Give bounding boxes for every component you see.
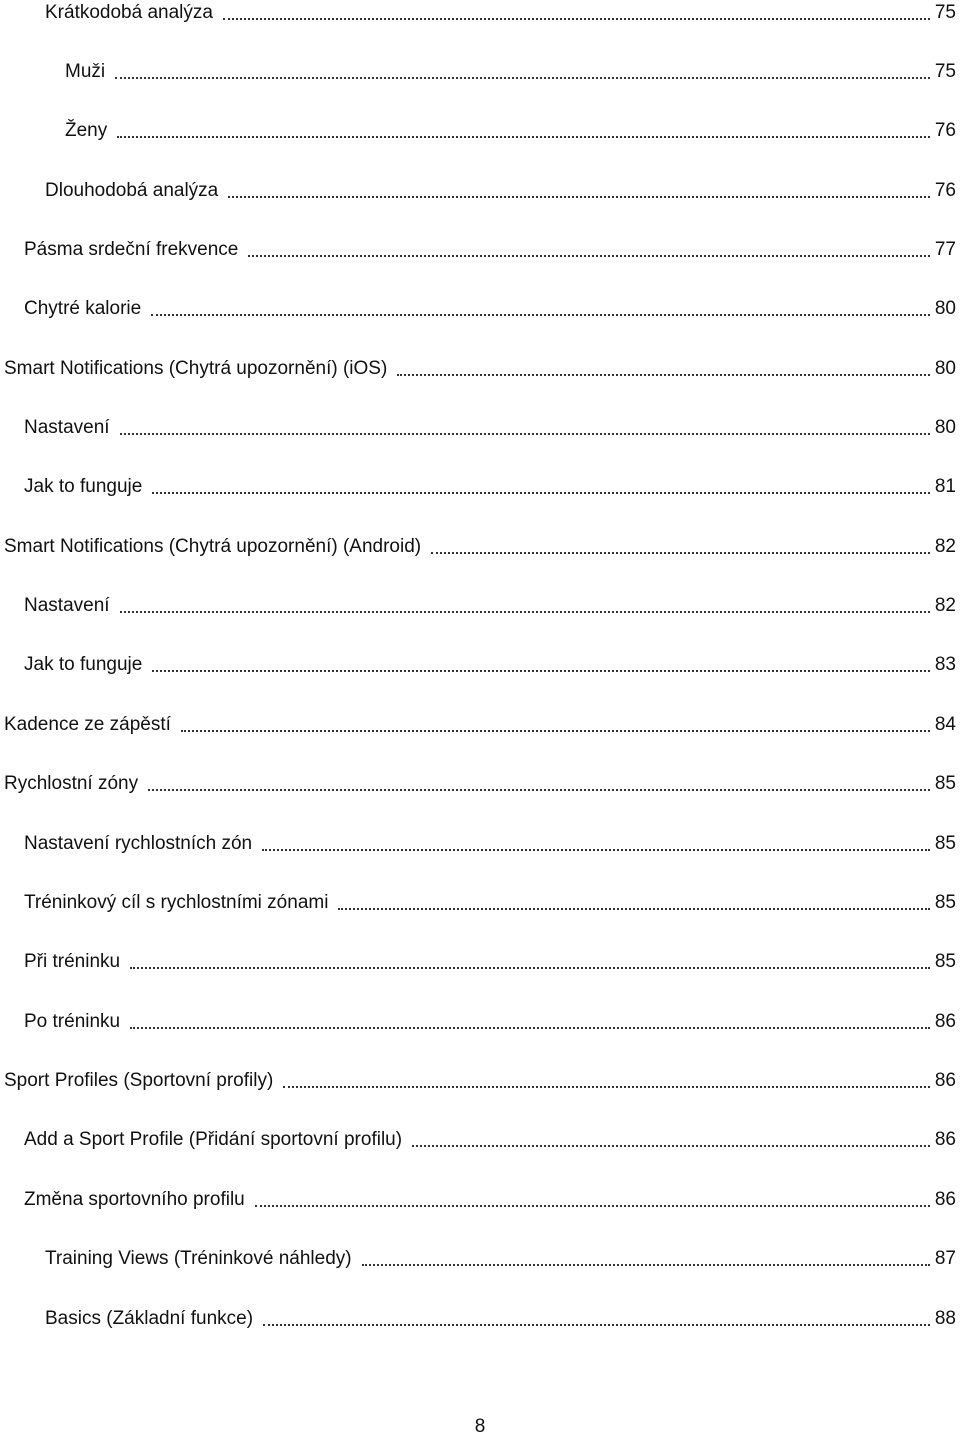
toc-entry-page: 85 — [934, 951, 956, 972]
toc-entry-label: Basics (Základní funkce) — [45, 1308, 254, 1329]
toc-entry-page: 75 — [934, 2, 956, 23]
toc-entry-page: 77 — [934, 239, 956, 260]
toc-entry-label: Add a Sport Profile (Přidání sportovní profilu) — [24, 1129, 403, 1150]
toc-dot-leader — [412, 1145, 930, 1147]
toc-entry-label: Změna sportovního profilu — [24, 1189, 245, 1210]
toc-entry-label: Chytré kalorie — [24, 298, 142, 319]
toc-entry[interactable] — [24, 231, 956, 261]
toc-entry-label: Jak to funguje — [24, 476, 143, 497]
toc-entry-label: Nastavení rychlostních zón — [24, 833, 253, 854]
toc-entry-label: Krátkodobá analýza — [45, 2, 213, 23]
toc-entry-label: Kadence ze zápěstí — [4, 714, 171, 735]
toc-entry[interactable] — [4, 350, 956, 380]
toc-dot-leader — [117, 136, 930, 138]
toc-entry[interactable] — [24, 1121, 956, 1151]
toc-dot-leader — [130, 1027, 930, 1029]
toc-dot-leader — [181, 730, 930, 732]
toc-entry[interactable] — [4, 528, 956, 558]
toc-dot-leader — [120, 433, 930, 435]
toc-entry-page: 76 — [934, 120, 956, 141]
toc-entry[interactable] — [65, 112, 956, 142]
toc-entry[interactable] — [24, 646, 956, 676]
toc-entry-page: 80 — [934, 298, 956, 319]
toc-dot-leader — [130, 967, 930, 969]
toc-entry-label: Dlouhodobá analýza — [45, 180, 219, 201]
toc-dot-leader — [362, 1264, 930, 1266]
toc-entry-label: Tréninkový cíl s rychlostními zónami — [24, 892, 329, 913]
toc-entry-label: Nastavení — [24, 417, 110, 438]
toc-dot-leader — [255, 1205, 930, 1207]
toc-entry[interactable] — [4, 1062, 956, 1092]
toc-entry[interactable] — [65, 53, 956, 83]
toc-entry[interactable] — [4, 706, 956, 736]
toc-entry-label: Muži — [65, 61, 106, 82]
toc-entry-page: 81 — [934, 476, 956, 497]
toc-entry[interactable] — [45, 0, 956, 24]
toc-entry[interactable] — [45, 1300, 956, 1330]
toc-entry-page: 88 — [934, 1308, 956, 1329]
toc-entry-label: Sport Profiles (Sportovní profily) — [4, 1070, 274, 1091]
toc-entry[interactable] — [24, 943, 956, 973]
toc-entry-label: Jak to funguje — [24, 654, 143, 675]
toc-entry[interactable] — [45, 1240, 956, 1270]
toc-entry-label: Po tréninku — [24, 1011, 121, 1032]
toc-entry-label: Při tréninku — [24, 951, 121, 972]
toc-entry-page: 80 — [934, 417, 956, 438]
toc-dot-leader — [283, 1086, 930, 1088]
toc-entry-page: 85 — [934, 773, 956, 794]
toc-entry[interactable] — [45, 172, 956, 202]
toc-entry[interactable] — [24, 884, 956, 914]
toc-entry-page: 82 — [934, 595, 956, 616]
toc-dot-leader — [223, 18, 930, 20]
toc-entry-page: 85 — [934, 833, 956, 854]
toc-dot-leader — [152, 492, 930, 494]
toc-entry[interactable] — [24, 1181, 956, 1211]
toc-entry-label: Smart Notifications (Chytrá upozornění) (Android) — [4, 536, 422, 557]
toc-dot-leader — [431, 552, 930, 554]
toc-entry[interactable] — [24, 825, 956, 855]
toc-dot-leader — [115, 77, 930, 79]
toc-entry-page: 82 — [934, 536, 956, 557]
toc-entry-label: Ženy — [65, 120, 108, 141]
toc-entry-label: Smart Notifications (Chytrá upozornění) (iOS) — [4, 358, 388, 379]
toc-entry[interactable] — [24, 290, 956, 320]
toc-dot-leader — [248, 255, 930, 257]
toc-dot-leader — [120, 611, 930, 613]
page-number: 8 — [474, 1416, 486, 1437]
toc-entry[interactable] — [24, 409, 956, 439]
toc-dot-leader — [151, 314, 930, 316]
toc-entry-label: Rychlostní zóny — [4, 773, 139, 794]
toc-entry-page: 75 — [934, 61, 956, 82]
toc-entry-label: Training Views (Tréninkové náhledy) — [45, 1248, 352, 1269]
toc-entry-page: 80 — [934, 358, 956, 379]
toc-entry-page: 76 — [934, 180, 956, 201]
toc-entry[interactable] — [24, 468, 956, 498]
toc-entry-label: Pásma srdeční frekvence — [24, 239, 239, 260]
toc-dot-leader — [262, 849, 930, 851]
toc-entry-page: 85 — [934, 892, 956, 913]
toc-entry-label: Nastavení — [24, 595, 110, 616]
toc-entry[interactable] — [24, 1003, 956, 1033]
toc-dot-leader — [263, 1324, 930, 1326]
toc-dot-leader — [228, 196, 930, 198]
toc-entry[interactable] — [4, 765, 956, 795]
toc-entry[interactable] — [24, 587, 956, 617]
toc-dot-leader — [338, 908, 930, 910]
toc-entry-page: 86 — [934, 1011, 956, 1032]
toc-dot-leader — [152, 670, 930, 672]
toc-entry-page: 84 — [934, 714, 956, 735]
toc-entry-page: 86 — [934, 1189, 956, 1210]
toc-entry-page: 86 — [934, 1129, 956, 1150]
toc-entry-page: 87 — [934, 1248, 956, 1269]
toc-entry-page: 86 — [934, 1070, 956, 1091]
toc-dot-leader — [397, 374, 930, 376]
toc-entry-page: 83 — [934, 654, 956, 675]
toc-dot-leader — [148, 789, 930, 791]
